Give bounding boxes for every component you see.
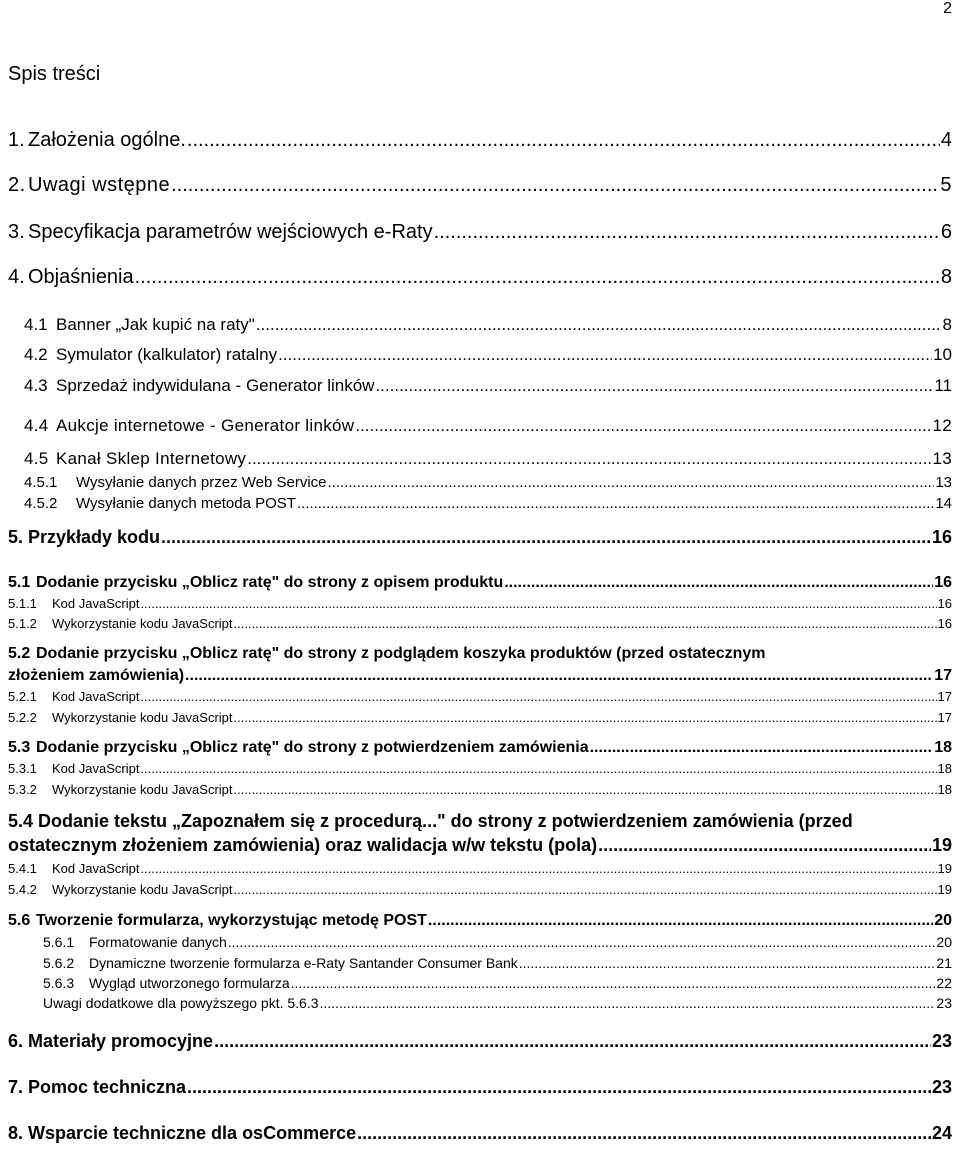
toc-leader-dots	[234, 711, 937, 725]
toc-leader-dots	[234, 883, 937, 897]
toc-leader-dots	[140, 690, 936, 704]
toc-leader-dots	[428, 912, 933, 930]
toc-leader-dots	[247, 450, 931, 469]
toc-entry-page: 5	[940, 174, 952, 196]
toc-entry-number: 4.5.2	[24, 495, 58, 512]
toc-leader-dots	[297, 496, 934, 513]
toc-entry-4-5[interactable]	[24, 450, 952, 469]
toc-leader-dots	[328, 475, 935, 492]
page-number: 2	[943, 0, 952, 17]
toc-entry-number: 5.1.2	[8, 616, 37, 631]
toc-entry-page: 16	[934, 574, 952, 591]
toc-entry-number: 5.6	[8, 912, 31, 929]
toc-entry-page: 13	[935, 474, 952, 491]
toc-entry-page: 22	[936, 975, 952, 991]
toc-entry-number: 5.4.1	[8, 861, 37, 876]
toc-leader-dots	[278, 346, 932, 365]
toc-entry-text: Dodanie tekstu „Zapoznałem się z procedurą..." do strony z potwierdzeniem zamówienia (przed	[38, 811, 853, 831]
toc-leader-dots	[135, 266, 940, 288]
toc-leader-dots	[171, 174, 939, 196]
toc-entry-text: Banner „Jak kupić na raty"	[56, 315, 255, 334]
toc-entry-number: 5.4.2	[8, 882, 37, 897]
toc-entry-number: 5.6.2	[43, 955, 75, 971]
toc-entry-text: Kod JavaScript	[52, 596, 140, 611]
toc-entry-page: 16	[937, 616, 952, 631]
toc-entry-5-6-2[interactable]	[43, 956, 952, 971]
toc-entry-text: Przykłady kodu	[28, 527, 161, 547]
toc-entry-4-5-2[interactable]	[24, 496, 952, 513]
toc-leader-dots	[320, 996, 936, 1011]
toc-leader-dots	[234, 783, 937, 797]
toc-entry-number: 5.6.3	[43, 975, 75, 991]
toc-entry-5-4-1[interactable]	[8, 862, 952, 876]
toc-entry-page: 17	[937, 689, 952, 704]
toc-entry-text: Uwagi wstępne	[28, 174, 171, 196]
toc-entry-number: 3.	[8, 221, 25, 243]
toc-entry-page: 23	[936, 995, 952, 1011]
toc-leader-dots	[256, 316, 942, 335]
toc-entry-page: 19	[937, 882, 952, 897]
toc-entry-4-3[interactable]	[24, 377, 952, 396]
toc-entry-number: 5.1.1	[8, 596, 37, 611]
toc-entry-page: 24	[931, 1123, 952, 1143]
toc-entry-text: Dynamiczne tworzenie formularza e-Raty Santander Consumer Bank	[89, 955, 518, 971]
toc-entry-page: 13	[932, 449, 952, 468]
toc-entry-number: 5.2.2	[8, 710, 37, 725]
toc-entry-2[interactable]	[8, 174, 952, 196]
toc-entry-number: 5.6.1	[43, 934, 75, 950]
toc-entry-number: 4.1	[24, 315, 48, 334]
toc-entry-5-3-2[interactable]	[8, 783, 952, 797]
toc-entry-text: Wysyłanie danych przez Web Service	[76, 474, 327, 491]
toc-entry-number: 4.5.1	[24, 474, 58, 491]
toc-entry-text: Formatowanie danych	[89, 934, 227, 950]
toc-leader-dots	[519, 956, 936, 971]
toc-entry-page: 16	[931, 527, 952, 547]
toc-leader-dots	[140, 762, 936, 776]
toc-leader-dots	[375, 377, 933, 396]
toc-entry-text: Objaśnienia	[28, 266, 134, 288]
toc-leader-dots	[598, 836, 931, 856]
toc-entry-5-4-line2[interactable]	[8, 836, 952, 856]
toc-entry-text: Kod JavaScript	[52, 761, 140, 776]
toc-entry-5-6[interactable]	[8, 912, 952, 930]
toc-entry-text: Kanał Sklep Internetowy	[56, 449, 247, 468]
toc-entry-text: Założenia ogólne.	[28, 129, 186, 151]
toc-entry-5-1-2[interactable]	[8, 617, 952, 631]
toc-entry-4-4[interactable]	[24, 417, 952, 436]
toc-entry-5-6-1[interactable]	[43, 935, 952, 950]
toc-leader-dots	[228, 935, 936, 950]
toc-entry-number: 5.4	[8, 811, 34, 831]
toc-entry-text: Aukcje internetowe - Generator linków	[56, 416, 355, 435]
toc-entry-page: 23	[931, 1031, 952, 1051]
toc-entry-number: 5.2.1	[8, 689, 37, 704]
toc-entry-5-6-3[interactable]	[43, 976, 952, 991]
toc-leader-dots	[590, 739, 934, 757]
toc-entry-text: Wykorzystanie kodu JavaScript	[52, 616, 233, 631]
toc-leader-dots	[187, 1078, 931, 1098]
toc-leader-dots	[185, 667, 933, 685]
toc-leader-dots	[187, 129, 940, 151]
toc-entry-page: 19	[937, 861, 952, 876]
toc-entry-number: 5.3.1	[8, 761, 37, 776]
toc-entry-text: Kod JavaScript	[52, 689, 140, 704]
toc-entry-text-continued: ostatecznym złożeniem zamówienia) oraz walidacja w/w tekstu (pola)	[8, 835, 598, 855]
toc-entry-6[interactable]	[8, 1032, 952, 1052]
toc-entry-page: 23	[931, 1077, 952, 1097]
toc-leader-dots	[291, 976, 936, 991]
toc-leader-dots	[234, 617, 937, 631]
toc-entry-7[interactable]	[8, 1078, 952, 1098]
toc-entry-text: Kod JavaScript	[52, 861, 140, 876]
toc-entry-text: Dodanie przycisku „Oblicz ratę" do strony z potwierdzeniem zamówienia	[36, 739, 589, 756]
toc-entry-page: 19	[931, 835, 952, 855]
toc-entry-text: Uwagi dodatkowe dla powyższego pkt. 5.6.3	[43, 995, 319, 1011]
toc-leader-dots	[214, 1032, 931, 1052]
toc-entry-3[interactable]	[8, 221, 952, 243]
toc-entry-5-3-1[interactable]	[8, 762, 952, 776]
toc-entry-number: 8.	[8, 1123, 24, 1143]
toc-entry-text: Dodanie przycisku „Oblicz ratę" do strony z opisem produktu	[36, 574, 504, 591]
toc-entry-page: 14	[935, 495, 952, 512]
toc-entry-number: 5.1	[8, 574, 31, 591]
toc-entry-5[interactable]	[8, 528, 952, 548]
toc-leader-dots	[161, 528, 931, 548]
toc-leader-dots	[504, 574, 933, 592]
toc-entry-5-1[interactable]	[8, 574, 952, 592]
toc-entry-page: 17	[934, 667, 952, 684]
toc-entry-5-2-line2[interactable]	[8, 667, 952, 685]
toc-entry-4-1[interactable]	[24, 316, 952, 335]
toc-entry-text: Sprzedaż indywidulana - Generator linków	[56, 376, 375, 395]
toc-entry-5-4-line1[interactable]	[8, 812, 952, 832]
toc-entry-number: 4.	[8, 266, 25, 288]
toc-entry-number: 4.4	[24, 416, 49, 435]
toc-entry-page: 18	[937, 761, 952, 776]
toc-leader-dots	[140, 862, 936, 876]
toc-entry-4[interactable]	[8, 266, 952, 288]
toc-entry-page: 4	[940, 129, 952, 151]
toc-entry-page: 16	[937, 596, 952, 611]
toc-entry-number: 4.5	[24, 449, 49, 468]
toc-entry-5-2-2[interactable]	[8, 711, 952, 725]
toc-entry-number: 5.2	[8, 645, 31, 662]
toc-entry-5-2-line1[interactable]	[8, 645, 952, 663]
toc-entry-page: 6	[940, 221, 952, 243]
toc-entry-5-3[interactable]	[8, 739, 952, 757]
toc-title: Spis treści	[8, 63, 101, 85]
toc-entry-8[interactable]	[8, 1124, 952, 1144]
toc-entry-number: 5.3	[8, 739, 31, 756]
toc-entry-page: 10	[933, 345, 952, 364]
toc-entry-page: 18	[937, 782, 952, 797]
toc-entry-5-1-1[interactable]	[8, 597, 952, 611]
toc-entry-text: Wykorzystanie kodu JavaScript	[52, 710, 233, 725]
toc-entry-4-5-1[interactable]	[24, 475, 952, 492]
toc-entry-text: Wykorzystanie kodu JavaScript	[52, 882, 233, 897]
toc-entry-uwagi[interactable]	[43, 996, 952, 1011]
toc-entry-text: Wysyłanie danych metoda POST	[76, 495, 296, 512]
toc-entry-text: Wsparcie techniczne dla osCommerce	[28, 1123, 357, 1143]
toc-entry-page: 17	[937, 710, 952, 725]
toc-entry-page: 20	[934, 912, 952, 929]
toc-entry-number: 2.	[8, 174, 26, 196]
toc-entry-number: 5.3.2	[8, 782, 37, 797]
toc-entry-text: Pomoc techniczna	[28, 1077, 187, 1097]
toc-entry-page: 21	[936, 955, 952, 971]
toc-entry-page: 18	[934, 739, 952, 756]
toc-entry-number: 7.	[8, 1077, 24, 1097]
toc-entry-4-2[interactable]	[24, 346, 952, 365]
toc-entry-number: 4.3	[24, 376, 48, 395]
toc-entry-text: Specyfikacja parametrów wejściowych e-Raty	[28, 221, 433, 243]
toc-entry-page: 20	[936, 934, 952, 950]
toc-entry-text: Dodanie przycisku „Oblicz ratę" do strony z podglądem koszyka produktów (przed ostatecznym	[36, 645, 766, 662]
toc-leader-dots	[357, 1124, 931, 1144]
toc-entry-text: Tworzenie formularza, wykorzystując metodę POST	[36, 912, 427, 929]
toc-entry-number: 5.	[8, 527, 24, 547]
toc-leader-dots	[434, 221, 940, 243]
toc-entry-text-continued: złożeniem zamówienia)	[8, 667, 185, 684]
toc-entry-text: Wykorzystanie kodu JavaScript	[52, 782, 233, 797]
toc-entry-1[interactable]	[8, 129, 952, 151]
toc-entry-text: Symulator (kalkulator) ratalny	[56, 345, 278, 364]
toc-entry-page: 11	[934, 376, 952, 395]
toc-entry-page: 8	[940, 266, 952, 288]
toc-entry-5-4-2[interactable]	[8, 883, 952, 897]
toc-entry-page: 12	[932, 416, 952, 435]
toc-entry-text: Materiały promocyjne	[28, 1031, 214, 1051]
toc-entry-page: 8	[942, 315, 952, 334]
toc-entry-text: Wygląd utworzonego formularza	[89, 975, 290, 991]
toc-entry-5-2-1[interactable]	[8, 690, 952, 704]
toc-entry-number: 1.	[8, 129, 25, 151]
toc-leader-dots	[355, 417, 931, 436]
toc-leader-dots	[140, 597, 936, 611]
toc-entry-number: 6.	[8, 1031, 24, 1051]
toc-entry-number: 4.2	[24, 345, 48, 364]
